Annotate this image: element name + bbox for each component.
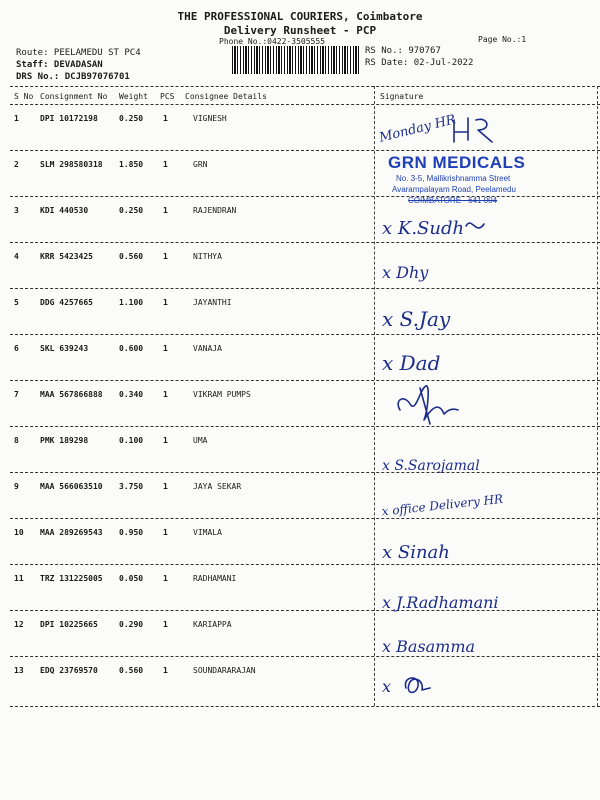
table-bottom-rule <box>10 706 600 707</box>
signature-1 <box>376 108 596 152</box>
row-separator <box>10 380 600 381</box>
table-row: 6 SKL 639243 0.600 1 VANAJA <box>14 344 222 353</box>
svg-text:x Dhy: x Dhy <box>382 263 429 282</box>
svg-text:x office Delivery HR: x office Delivery HR <box>381 491 504 519</box>
stamp-name: GRN MEDICALS <box>388 153 526 172</box>
row-separator <box>10 288 600 289</box>
signature-7 <box>390 380 510 430</box>
signature-11 <box>376 582 596 618</box>
grn-medicals-stamp <box>388 153 558 206</box>
signature-10 <box>376 532 576 568</box>
table-row: 10 MAA 289269543 0.950 1 VIMALA <box>14 528 222 537</box>
table-top-rule <box>10 86 600 87</box>
col-sno: S No <box>14 92 34 101</box>
svg-text:x K.Sudh: x K.Sudh <box>382 218 465 239</box>
table-header-rule <box>10 104 600 105</box>
barcode <box>232 46 360 74</box>
rs-number: RS No.: 970767 <box>365 46 441 56</box>
runsheet-title: Delivery Runsheet - PCP <box>223 24 377 37</box>
signature-12 <box>376 628 576 660</box>
route: Route: PEELAMEDU ST PC4 <box>16 48 141 58</box>
svg-text:x Sinah: x Sinah <box>382 542 450 563</box>
table-row: 12 DPI 10225665 0.290 1 KARIAPPA <box>14 620 232 629</box>
table-row: 4 KRR 5423425 0.560 1 NITHYA <box>14 252 222 261</box>
drs-number: DRS No.: DCJB97076701 <box>16 72 130 82</box>
signature-3 <box>376 206 596 246</box>
svg-text:x: x <box>382 677 392 696</box>
table-row: 9 MAA 566063510 3.750 1 JAYA SEKAR <box>14 482 242 491</box>
rs-date: RS Date: 02-Jul-2022 <box>365 58 474 68</box>
table-row: 7 MAA 567866888 0.340 1 VIKRAM PUMPS <box>14 390 251 399</box>
svg-text:x S.Sarojamal: x S.Sarojamal <box>382 458 480 474</box>
column-header-row <box>0 92 600 104</box>
svg-text:x Dad: x Dad <box>382 351 441 375</box>
stamp-line-2: Avarampalayam Road, Peelamedu <box>392 185 516 194</box>
table-row: 11 TRZ 131225005 0.050 1 RADHAMANI <box>14 574 237 583</box>
col-pcs: PCS <box>160 92 175 101</box>
page-number: Page No.:1 <box>478 35 527 44</box>
company-title: THE PROFESSIONAL COURIERS, Coimbatore <box>177 10 423 23</box>
row-separator <box>10 426 600 427</box>
svg-text:Monday HR: Monday HR <box>377 112 458 146</box>
col-weight: Weight <box>119 92 148 101</box>
table-row: 8 PMK 189298 0.100 1 UMA <box>14 436 208 445</box>
col-consignment: Consignment No <box>40 92 108 101</box>
table-row: 1 DPI 10172198 0.250 1 VIGNESH <box>14 114 227 123</box>
row-separator <box>10 334 600 335</box>
signature-5 <box>376 298 576 334</box>
col-consignee: Consignee Details <box>185 92 267 101</box>
svg-text:x J.Radhamani: x J.Radhamani <box>382 593 499 612</box>
svg-text:x S.Jay: x S.Jay <box>382 307 451 331</box>
stamp-line-1: No. 3-5, Mallikrishnamma Street <box>396 174 511 183</box>
table-row: 13 EDQ 23769570 0.560 1 SOUNDARARAJAN <box>14 666 256 675</box>
signature-13 <box>376 668 576 702</box>
signature-8 <box>376 446 596 482</box>
table-row: 2 SLM 298580318 1.850 1 GRN <box>14 160 208 169</box>
signature-6 <box>376 342 576 380</box>
staff: Staff: DEVADASAN <box>16 60 103 70</box>
svg-text:x Basamma: x Basamma <box>382 637 476 656</box>
table-row: 5 DDG 4257665 1.100 1 JAYANTHI <box>14 298 232 307</box>
stamp-line-3: COIMBATORE - 641 004 <box>408 196 498 205</box>
table-row: 3 KDI 440530 0.250 1 RAJENDRAN <box>14 206 237 215</box>
signature-4 <box>376 252 576 288</box>
phone-number: Phone No.:0422-3505555 <box>219 37 325 46</box>
signature-9 <box>376 484 596 524</box>
col-signature: Signature <box>380 92 424 101</box>
